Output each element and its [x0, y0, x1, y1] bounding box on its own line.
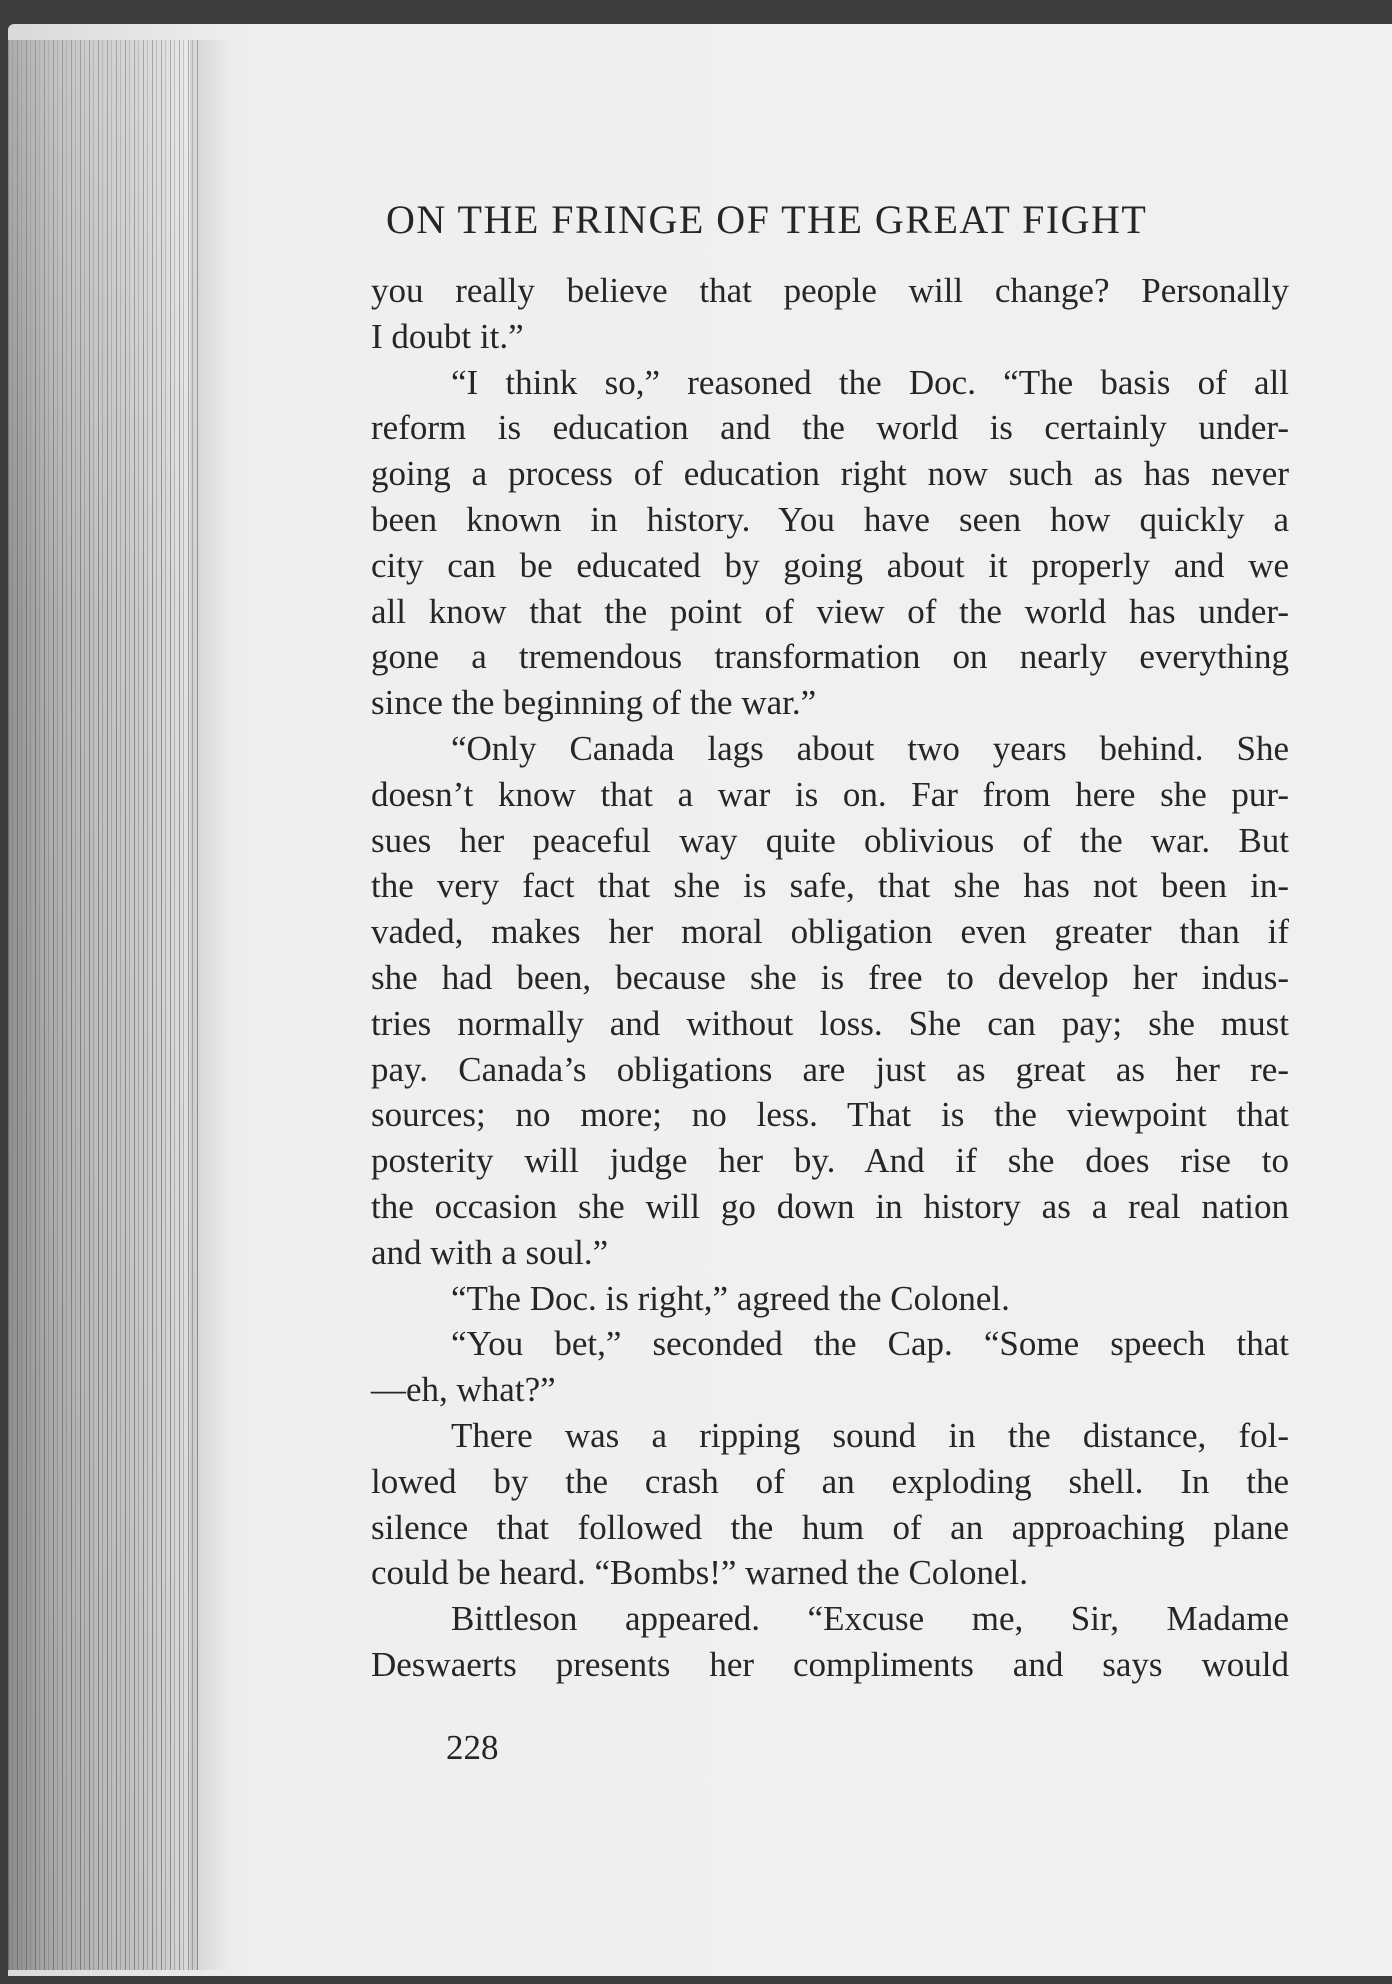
text-line: I doubt it.” [371, 316, 524, 356]
text-line: lowed by the crash of an exploding shell. In the [371, 1461, 1289, 1501]
text-line: Deswaerts presents her compliments and says would [371, 1644, 1289, 1684]
text-line: city can be educated by going about it properly and we [371, 545, 1289, 585]
body-text [371, 268, 1289, 1688]
text-line: the occasion she will go down in history as a real nation [371, 1186, 1289, 1226]
text-line: since the beginning of the war.” [371, 683, 817, 723]
text-line: you really believe that people will change? Personally [371, 271, 1289, 310]
text-line: “Only Canada lags about two years behind. She [451, 728, 1289, 768]
text-line: gone a tremendous transformation on nearly everything [371, 637, 1289, 677]
text-line: posterity will judge her by. And if she does rise to [371, 1141, 1289, 1181]
text-line: all know that the point of view of the world has under- [371, 591, 1289, 631]
text-line: “I think so,” reasoned the Doc. “The basis of all [451, 362, 1289, 402]
text-line: could be heard. “Bombs!” warned the Colonel. [371, 1553, 1029, 1593]
text-line: pay. Canada’s obligations are just as great as her re- [371, 1049, 1289, 1089]
text-line: doesn’t know that a war is on. Far from here she pur- [371, 774, 1289, 814]
page-number: 228 [446, 1728, 499, 1767]
text-line: There was a ripping sound in the distance, fol- [451, 1415, 1289, 1455]
text-line: “You bet,” seconded the Cap. “Some speech that [451, 1324, 1289, 1364]
text-line: silence that followed the hum of an approaching plane [371, 1507, 1289, 1547]
text-line: she had been, because she is free to develop her indus- [371, 957, 1289, 997]
text-line: the very fact that she is safe, that she has not been in- [371, 866, 1289, 906]
text-line: been known in history. You have seen how quickly a [371, 499, 1289, 539]
gutter-shadow [190, 40, 230, 1970]
text-line: vaded, makes her moral obligation even greater than if [371, 912, 1289, 952]
text-line: going a process of education right now such as has never [371, 454, 1289, 494]
page-edges-stack [8, 40, 198, 1970]
text-line: sources; no more; no less. That is the viewpoint that [371, 1095, 1289, 1135]
text-line: —eh, what?” [371, 1370, 556, 1410]
running-head: ON THE FRINGE OF THE GREAT FIGHT [386, 197, 1148, 242]
text-line: and with a soul.” [371, 1232, 609, 1272]
text-line: “The Doc. is right,” agreed the Colonel. [451, 1278, 1010, 1318]
text-line: reform is education and the world is certainly under- [371, 408, 1289, 448]
text-line: tries normally and without loss. She can pay; she must [371, 1003, 1289, 1043]
text-line: Bittleson appeared. “Excuse me, Sir, Madame [451, 1599, 1289, 1639]
text-line: sues her peaceful way quite oblivious of the war. But [371, 820, 1289, 860]
